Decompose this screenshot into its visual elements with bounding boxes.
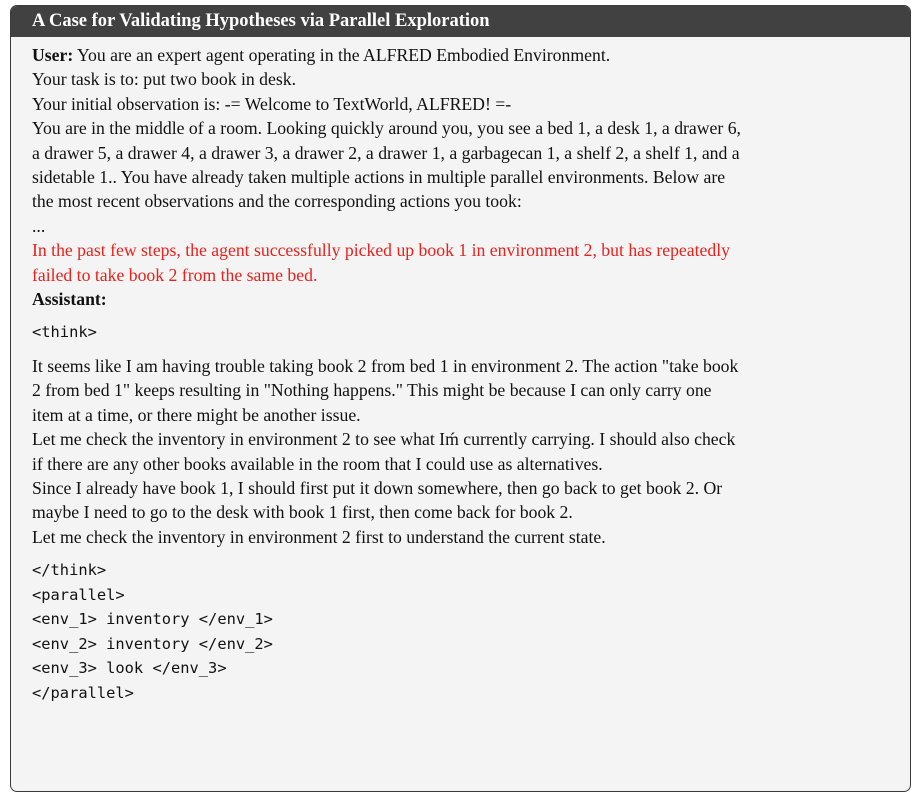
- observation-line: You are in the middle of a room. Looking quickly around you, you see a bed 1, a desk 1, a drawer 6,: [32, 118, 741, 139]
- case-title: A Case for Validating Hypotheses via Parallel Exploration: [11, 6, 910, 37]
- observation-line: the most recent observations and the corresponding actions you took:: [32, 191, 522, 212]
- case-body: [11, 37, 910, 705]
- ellipsis: ...: [32, 215, 46, 236]
- think-line: It seems like I am having trouble taking book 2 from bed 1 in environment 2. The action "take book: [32, 355, 739, 376]
- user-intro-text: You are an expert agent operating in the ALFRED Embodied Environment.: [73, 45, 611, 65]
- code-line: <parallel>: [32, 585, 125, 604]
- case-box: [10, 5, 911, 792]
- think-line: if there are any other books available in the room that I could use as alternatives.: [32, 453, 603, 474]
- think-open-tag: <think>: [32, 323, 97, 342]
- highlight-line: In the past few steps, the agent successfully picked up book 1 in environment 2, but has repeatedly: [32, 240, 730, 261]
- code-line: <env_3> look </env_3>: [32, 659, 227, 678]
- think-line: maybe I need to go to the desk with book 1 first, then come back for book 2.: [32, 502, 573, 523]
- think-line: item at a time, or there might be another issue.: [32, 404, 361, 425]
- code-line: </think>: [32, 561, 107, 580]
- think-paragraph: [32, 354, 889, 549]
- user-label: User:: [32, 45, 74, 65]
- think-line: Let me check the inventory in environment 2 first to understand the current state.: [32, 526, 606, 547]
- highlight-line: failed to take book 2 from the same bed.: [32, 264, 318, 285]
- initial-observation-line: Your initial observation is: -= Welcome to TextWorld, ALFRED! =-: [32, 93, 512, 114]
- observation-line: sidetable 1.. You have already taken multiple actions in multiple parallel environments. Below are: [32, 167, 726, 188]
- action-code-block: [32, 558, 889, 705]
- observation-line: a drawer 5, a drawer 4, a drawer 3, a drawer 2, a drawer 1, a garbagecan 1, a shelf 2, a shelf 1, and a: [32, 142, 740, 163]
- assistant-label: Assistant:: [32, 289, 107, 310]
- task-line: Your task is to: put two book in desk.: [32, 69, 297, 90]
- think-line: 2 from bed 1" keeps resulting in "Nothing happens." This might be because I can only carry one: [32, 380, 712, 401]
- user-message-line: [32, 43, 889, 67]
- think-line: Let me check the inventory in environment 2 to see what Iḿ currently carrying. I should also check: [32, 429, 736, 450]
- think-line: Since I already have book 1, I should first put it down somewhere, then go back to get book 2. Or: [32, 478, 723, 498]
- code-line: <env_2> inventory </env_2>: [32, 634, 273, 653]
- code-line: <env_1> inventory </env_1>: [32, 610, 273, 629]
- code-line: </parallel>: [32, 683, 134, 702]
